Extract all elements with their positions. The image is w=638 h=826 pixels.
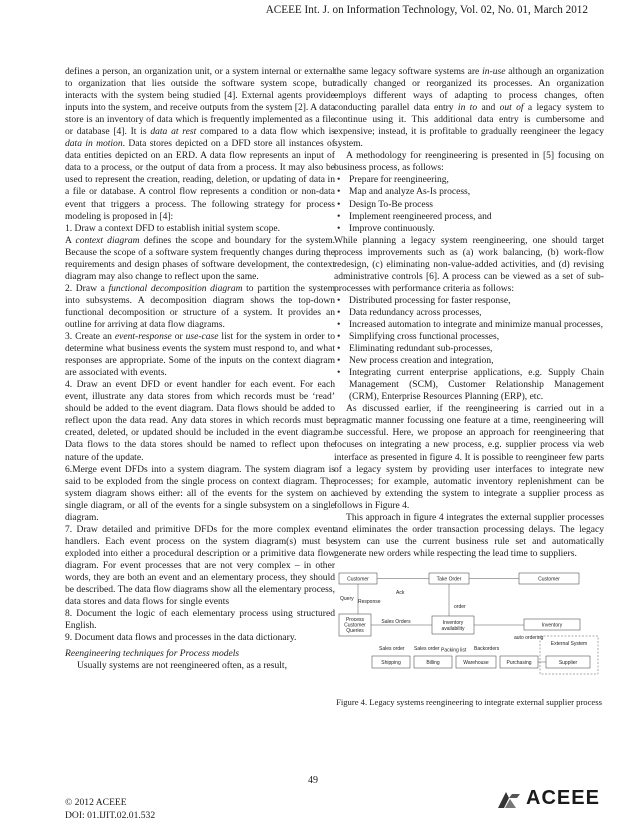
strategy-step-7: 7. Draw detailed and primitive DFDs for the more complex event handlers. Each event process on the system diagram(s) must be exploded into either a procedural description or a primitive data flow diagram. For event processes that are not very complex – in other words, they are both an event and an elementary process, they should be described. The data flow diagrams show all the elementary process, data stores and data flows for single events — [65, 523, 335, 608]
list-item: • Eliminating redundant sub-processes, — [334, 343, 604, 355]
paragraph: A context diagram defines the scope and boundary for the system. Because the scope of a software system frequently changes during the requirements and design phases of software development, the context diagram may also change to reflect upon the same. — [65, 234, 336, 282]
methodology-list — [334, 174, 604, 234]
doi: DOI: 01.IJIT.02.01.532 — [65, 810, 156, 821]
strategy-step-2: 2. Draw a functional decomposition diagram to partition the system into subsystems. A decomposition diagram shows the top-down functional decomposition or structure of a system. It provides an outline for arriving at data flow diagrams. — [65, 282, 335, 330]
section-subheading: Reengineering techniques for Process models — [65, 648, 240, 660]
list-item: • Prepare for reengineering, — [334, 174, 604, 186]
paragraph: This approach in figure 4 integrates the external supplier processes and eliminates the order transaction processing delays. The legacy system can use the current business rule set and automatically generate new orders while respecting the lead time to suppliers. — [334, 511, 604, 559]
logo-text: ACEEE — [526, 787, 600, 809]
billing-label: Billing — [426, 659, 440, 666]
strategy-step-9: 9. Document data flows and processes in the data dictionary. — [65, 632, 297, 644]
query-label: Query — [340, 595, 354, 602]
list-item: • Integrating current enterprise applications, e.g. Supply Chain Management (SCM), Customer Relationship Management (CRM), Enterprise Resources Planning (ERP), etc. — [334, 367, 604, 403]
external-system-label: External System — [550, 640, 588, 647]
running-header: ACEEE Int. J. on Information Technology, Vol. 02, No. 01, March 2012 — [265, 4, 588, 16]
packing-list-label: Packing list — [441, 647, 467, 654]
sales-order-label-1: Sales order — [379, 645, 405, 652]
auto-ordering-label: auto ordering — [514, 634, 544, 641]
take-order-label: Take Order — [436, 576, 462, 583]
aceee-logo — [496, 787, 600, 810]
left-column — [65, 66, 335, 672]
figure-caption: Figure 4. Legacy systems reengineering to integrate external supplier process — [336, 696, 602, 707]
list-item: • Improve continuously. — [334, 223, 604, 235]
paragraph: Usually systems are not reengineered often, as a result, — [77, 660, 287, 672]
supplier-label: Supplier — [558, 659, 578, 666]
list-item: • Map and analyze As-Is process, — [334, 186, 604, 198]
figure-4-diagram — [334, 570, 604, 690]
strategy-step-3: 3. Create an event-response or use-case list for the system in order to determine what business events the system must respond to, and what responses are appropriate. Some of the inputs on the context diagram are associated with events. — [65, 331, 335, 379]
paragraph: A methodology for reengineering is presented in [5] focusing on business process, as follows: — [334, 150, 604, 174]
paragraph: defines a person, an organization unit, or a system internal or external to organization that lies outside the software system scope, but interacts with the system being studied [4]. External agents provide inputs into the system, and receive outputs from the system [2]. A data store is an inventory of data which is frequently implemented as a file or database [4]. It is data at rest compared to a data flow which is data in motion. Data stores depicted on a DFD store all instances of data entities depicted on an ERD. A data flow represents an input of data to a process, or the output of data from a process. It may also be used to represent the creation, reading, deletion, or updating of data in a file or database. A control flow represents a condition or non-data event that triggers a process. The following strategy for process modeling is proposed in [4]: — [65, 66, 336, 222]
sales-order-label-2: Sales order — [414, 645, 440, 652]
process-label-1: Process — [345, 616, 365, 623]
process-label-2: Customer — [344, 622, 366, 629]
list-item: • Design To-Be process — [334, 199, 604, 211]
right-column — [334, 66, 604, 708]
order-label: order — [454, 603, 466, 610]
shipping-label: Shipping — [381, 659, 401, 666]
copyright: © 2012 ACEEE — [65, 797, 127, 808]
page-number: 49 — [308, 775, 318, 786]
purchasing-label: Purchasing — [506, 659, 532, 666]
strategy-step-4: 4. Draw an event DFD or event handler for each event. For each event, illustrate any data stores from which records must be ‘read’ should be added to the event diagram. Data flows should be added to reflect upon the data read. Any data stores in which records must be created, deleted, or updated should be included in the event diagram. Data flows to the data stores should be named to reflect upon the nature of the update. — [65, 379, 335, 463]
list-item: • New process creation and integration, — [334, 355, 604, 367]
list-item: • Distributed processing for faster response, — [334, 295, 604, 307]
strategy-step-6: 6.Merge event DFDs into a system diagram. The system diagram is said to be exploded from the single process on context diagram. The system diagram shows either: all of the events for the system on a single diagram, or all of the events for a single subsystem on a single diagram. — [65, 463, 335, 523]
strategy-step-8: 8. Document the logic of each elementary process using structured English. — [65, 608, 335, 632]
inventory-availability-label-1: Inventory — [442, 619, 464, 626]
inventory-label: Inventory — [541, 622, 563, 629]
customer-right-label: Customer — [538, 576, 560, 583]
sales-orders-label: Sales Orders — [381, 618, 411, 625]
paragraph: As discussed earlier, if the reengineering is carried out in a pragmatic manner focussing one feature at a time, reengineering will be successful. Here, we propose an approach for reengineering that focuses on integrating a new process, e.g. supplier process via web interface as presented in figure 4. It is possible to reengineer few parts of a legacy system by providing user interfaces to integrate new processes; for example, automatic inventory replenishment can be achieved by extending the system to integrate a supplier process as follows in Figure 4. — [334, 403, 604, 511]
ack-label: Ack — [396, 589, 405, 596]
customer-left-label: Customer — [347, 576, 369, 583]
list-item: • Implement reengineered process, and — [334, 211, 604, 223]
strategy-step-1: 1. Draw a context DFD to establish initial system scope. — [65, 222, 281, 234]
logo-icon — [496, 790, 522, 810]
paragraph: While planning a legacy system reengineering, one should target process improvements such as (a) work balancing, (b) work-flow redesign, (c) eliminating non-value-added activities, and (d) revising administrative controls [6]. A process can be viewed as a set of sub-processes with performance criteria as follows: — [334, 234, 604, 294]
list-item: • Increased automation to integrate and minimize manual processes, — [334, 319, 604, 331]
process-label-3: Queries — [346, 627, 364, 634]
paragraph: the same legacy software systems are in-use although an organization radically changed or reorganized its processes. An organization employs different ways of adapting to process changes, often conducting parallel data entry in to and out of a legacy system to continue using it. This additional data entry is cumbersome and expensive; instead, it is profitable to gradually reengineer the legacy system. — [334, 66, 605, 150]
inventory-availability-label-2: availability — [441, 625, 465, 632]
response-label: Response — [358, 598, 381, 605]
criteria-list — [334, 295, 604, 403]
list-item: • Simplifying cross functional processes, — [334, 331, 604, 343]
backorders-label: Backorders — [474, 645, 500, 652]
warehouse-label: Warehouse — [463, 659, 489, 666]
footer — [65, 796, 155, 822]
list-item: • Data redundancy across processes, — [334, 307, 604, 319]
